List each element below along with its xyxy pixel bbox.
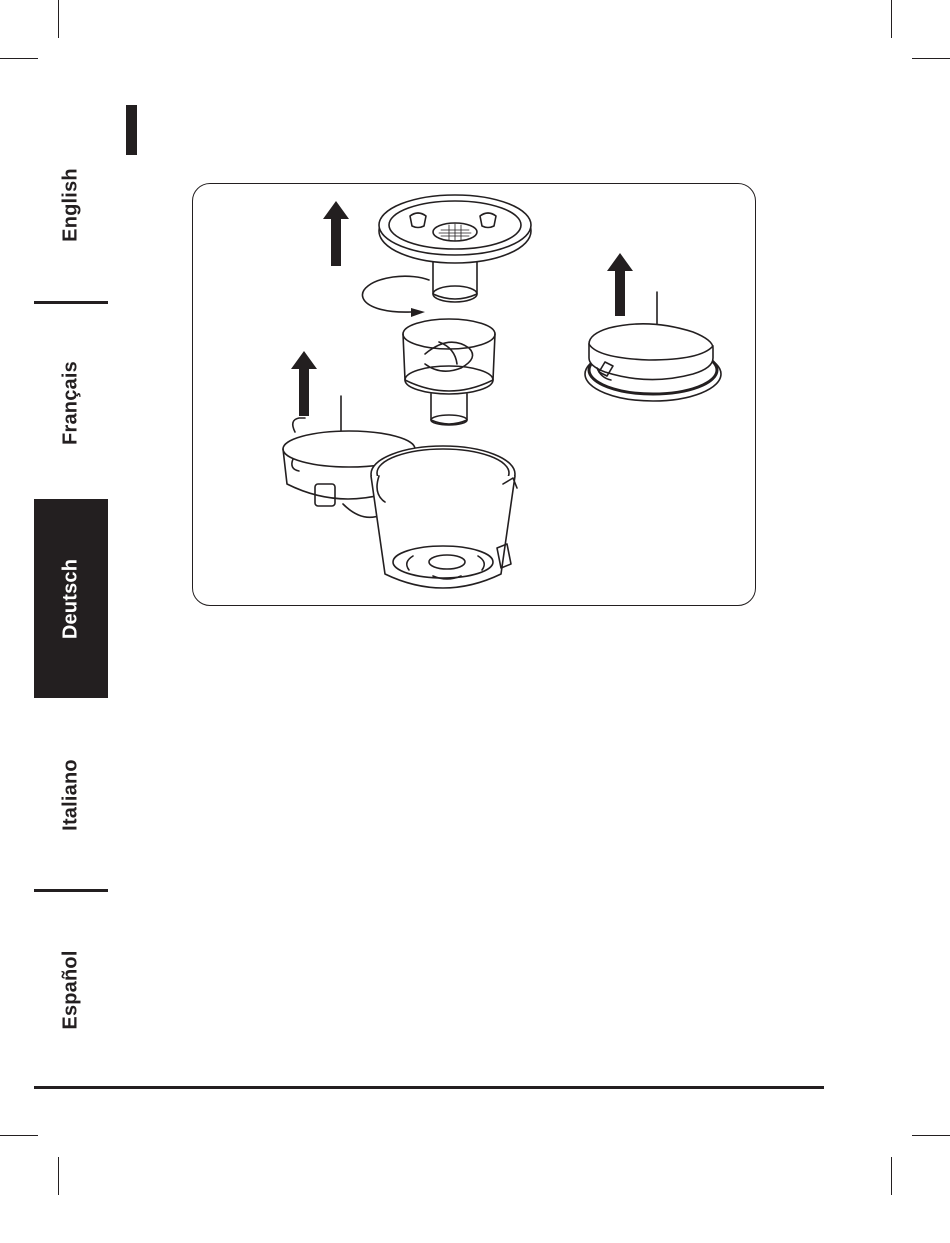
- crop-mark-bottom-right-h: [912, 1135, 950, 1136]
- crop-mark-bottom-right: [891, 1157, 892, 1195]
- crop-mark-top-right: [891, 0, 892, 38]
- disassembly-drawing: [193, 184, 757, 607]
- tab-deutsch[interactable]: [34, 499, 108, 698]
- bottom-rule: [34, 1086, 824, 1089]
- tab-francais[interactable]: [34, 318, 108, 488]
- tab-espanol[interactable]: [34, 905, 108, 1075]
- crop-mark-top-left-h: [0, 58, 38, 59]
- rotate-arrow-icon: [362, 276, 429, 317]
- crop-mark-top-right-h: [912, 58, 950, 59]
- bowl-part: [371, 446, 517, 588]
- tab-italiano[interactable]: [34, 710, 108, 880]
- tab-francais-label: Français: [59, 361, 82, 445]
- tab-divider: [34, 889, 108, 892]
- tab-divider: [34, 301, 108, 304]
- section-marker-bar: [126, 105, 137, 155]
- tab-english[interactable]: [34, 120, 108, 290]
- crop-mark-bottom-left-h: [0, 1135, 38, 1136]
- disassembly-illustration: [192, 183, 756, 606]
- tab-deutsch-label: Deutsch: [59, 558, 82, 639]
- tab-english-label: English: [59, 168, 82, 242]
- up-arrow-icon: [291, 351, 317, 416]
- spiral-insert-part: [403, 319, 495, 425]
- tab-espanol-label: Español: [59, 950, 82, 1030]
- crop-mark-top-left: [58, 0, 59, 38]
- up-arrow-icon: [323, 201, 349, 266]
- tab-italiano-label: Italiano: [59, 759, 82, 831]
- crop-mark-bottom-left: [58, 1157, 59, 1195]
- seal-part: [585, 324, 721, 401]
- up-arrow-icon: [607, 253, 633, 316]
